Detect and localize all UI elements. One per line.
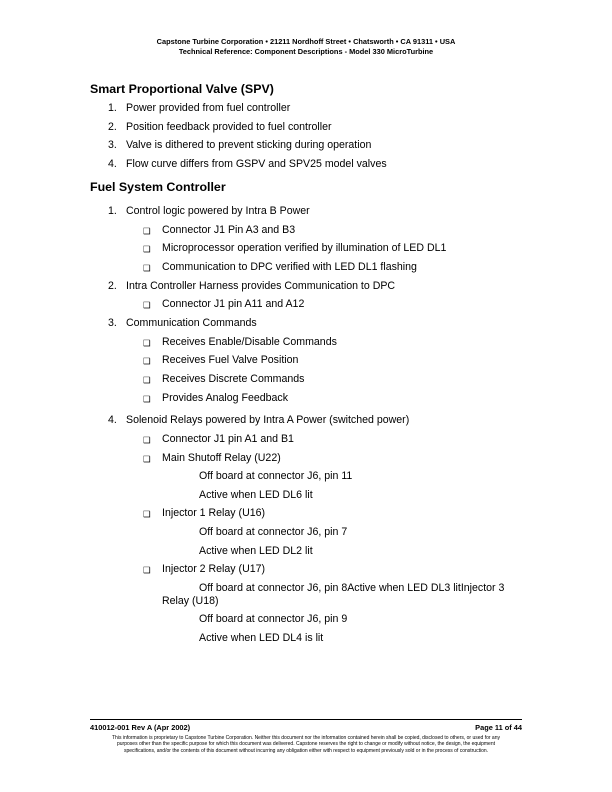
- bullet-item: Receives Discrete Commands: [162, 373, 305, 385]
- bullet-item: Connector J1 pin A11 and A12: [162, 298, 305, 310]
- bullet-item: Microprocessor operation verified by illumination of LED DL1: [162, 242, 447, 254]
- sub-item: Off board at connector J6, pin 9: [199, 613, 348, 625]
- footer-divider: [90, 719, 522, 720]
- checkbox-bullet-icon: ❑: [143, 565, 151, 575]
- footer-doc-id: 410012-001 Rev A (Apr 2002): [90, 723, 191, 732]
- bullet-item: Provides Analog Feedback: [162, 392, 289, 404]
- sub-item-run-on: Off board at connector J6, pin 8Active when LED DL3 litInjector 3 Relay (U18): [162, 582, 505, 607]
- list-item: Valve is dithered to prevent sticking during operation: [126, 139, 372, 151]
- checkbox-bullet-icon: ❑: [143, 356, 151, 366]
- checkbox-bullet-icon: ❑: [143, 263, 151, 273]
- list-number: 2.: [108, 280, 117, 292]
- checkbox-bullet-icon: ❑: [143, 375, 151, 385]
- disclaimer-line: specifications, and/or the contents of this document without incurring any obligation either with respect to equipment previously sold or in the process of construction.: [123, 747, 489, 754]
- bullet-item: Receives Fuel Valve Position: [162, 354, 299, 366]
- list-item: Position feedback provided to fuel controller: [126, 121, 332, 133]
- bullet-item: Receives Enable/Disable Commands: [162, 336, 337, 348]
- list-number: 1.: [108, 205, 117, 217]
- bullet-item: Communication to DPC verified with LED DL1 flashing: [162, 261, 417, 273]
- checkbox-bullet-icon: ❑: [143, 435, 151, 445]
- disclaimer-line: This information is proprietary to Capstone Turbine Corporation. Neither this document nor the information contained herein shall be copied, disclosed to others, or used for any: [112, 735, 500, 741]
- header-address: Capstone Turbine Corporation • 21211 Nordhoff Street • Chatsworth • CA 91311 • USA: [156, 37, 456, 46]
- sub-item: Off board at connector J6, pin 7: [199, 526, 348, 538]
- list-number: 3.: [108, 139, 117, 151]
- list-item: Power provided from fuel controller: [126, 102, 291, 114]
- list-item: Solenoid Relays powered by Intra A Power (switched power): [126, 414, 410, 426]
- section-heading-spv: Smart Proportional Valve (SPV): [90, 82, 274, 96]
- list-number: 3.: [108, 317, 117, 329]
- bullet-item: Connector J1 Pin A3 and B3: [162, 224, 296, 236]
- sub-item: Active when LED DL4 is lit: [199, 632, 324, 644]
- checkbox-bullet-icon: ❑: [143, 244, 151, 254]
- disclaimer-line: purposes other than the specific purpose for which this document was delivered. Capstone reserves the right to change or modify without notice, the design, the equipment: [117, 741, 495, 748]
- section-heading-fuel-system-controller: Fuel System Controller: [90, 180, 226, 194]
- checkbox-bullet-icon: ❑: [143, 394, 151, 404]
- checkbox-bullet-icon: ❑: [143, 338, 151, 348]
- header-title: Technical Reference: Component Descriptions - Model 330 MicroTurbine: [178, 47, 434, 56]
- list-number: 4.: [108, 158, 117, 170]
- bullet-item: Main Shutoff Relay (U22): [162, 452, 281, 464]
- checkbox-bullet-icon: ❑: [143, 454, 151, 464]
- bullet-item: Injector 2 Relay (U17): [162, 563, 266, 575]
- checkbox-bullet-icon: ❑: [143, 300, 151, 310]
- sub-item: Off board at connector J6, pin 11: [199, 470, 353, 482]
- sub-item: Active when LED DL6 lit: [199, 489, 313, 501]
- list-item: Intra Controller Harness provides Communication to DPC: [126, 280, 396, 292]
- list-number: 4.: [108, 414, 117, 426]
- footer-disclaimer: [86, 735, 526, 754]
- checkbox-bullet-icon: ❑: [143, 509, 151, 519]
- footer-page-number: Page 11 of 44: [475, 723, 522, 732]
- checkbox-bullet-icon: ❑: [143, 226, 151, 236]
- list-number: 1.: [108, 102, 117, 114]
- list-item: Control logic powered by Intra B Power: [126, 205, 310, 217]
- bullet-item: Connector J1 pin A1 and B1: [162, 433, 294, 445]
- list-number: 2.: [108, 121, 117, 133]
- list-item: Communication Commands: [126, 317, 257, 329]
- sub-item: Active when LED DL2 lit: [199, 545, 313, 557]
- list-item: Flow curve differs from GSPV and SPV25 model valves: [126, 158, 387, 170]
- bullet-item: Injector 1 Relay (U16): [162, 507, 266, 519]
